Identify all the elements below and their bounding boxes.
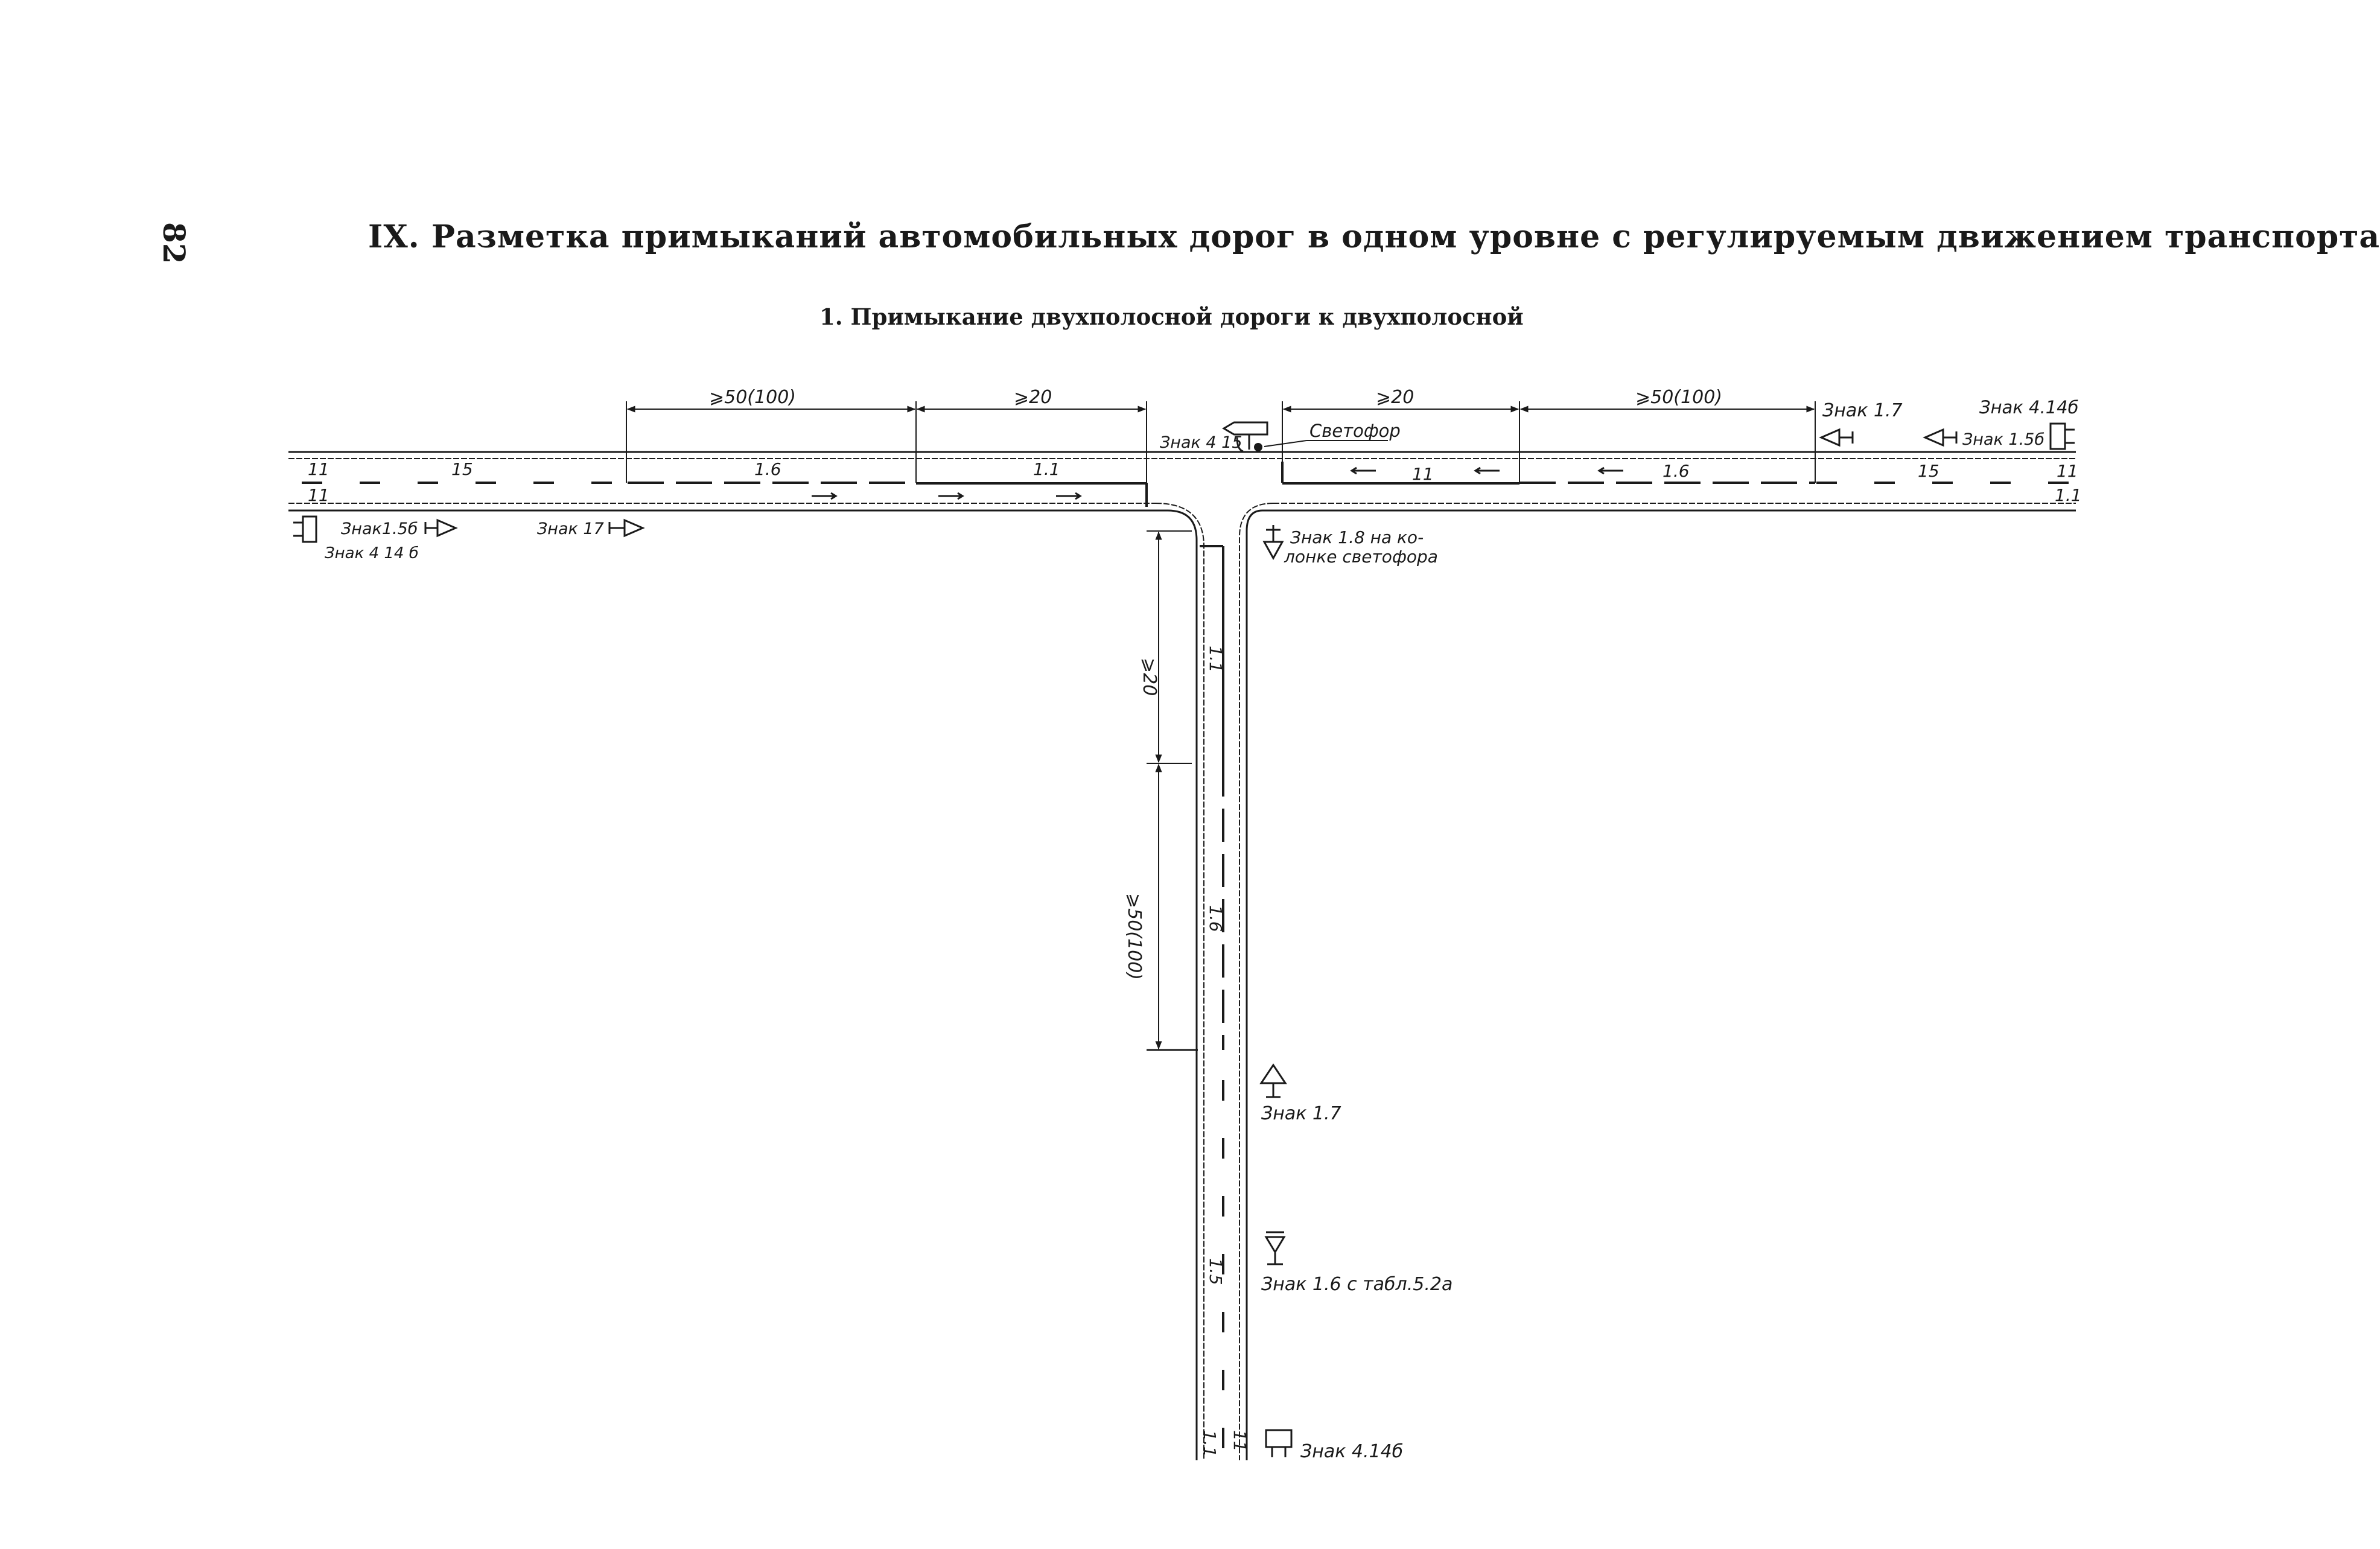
lane-arrow (1352, 468, 1376, 474)
dimension-label: ⩾20 (1376, 387, 1414, 408)
warning-sign-icon (609, 520, 643, 536)
sign-4-14b-icon (293, 517, 316, 542)
traffic-light-label: Светофор (1309, 421, 1401, 441)
sign-label: Знак 4.14б (1300, 1441, 1404, 1462)
sign-label: Знак 4 15 (1160, 433, 1242, 452)
page-number: 82 (156, 222, 192, 264)
lane-arrow (1475, 468, 1500, 474)
sign-label: Знак 4 14 б (325, 544, 419, 562)
sign-label: Знак 4.14б (1979, 397, 2079, 418)
marking-label: 1.1 (1206, 646, 1226, 673)
side-road-right-edge-inner (1239, 503, 1273, 1460)
marking-label: 11 (308, 485, 329, 505)
lane-arrow (1056, 493, 1080, 499)
marking-label: 15 (1918, 461, 1939, 481)
marking-label: 11 (1230, 1430, 1250, 1452)
traffic-light-icon (1254, 443, 1262, 451)
marking-label: 1.1 (2055, 485, 2082, 505)
dimension-label: ⩾50(100) (1635, 387, 1722, 408)
marking-label: 11 (1412, 464, 1434, 484)
sign-label: лонке светофора (1284, 547, 1438, 567)
lane-arrow (1599, 468, 1623, 474)
sign-1-7-icon (1261, 1065, 1285, 1097)
warning-sign-icon (1821, 430, 1853, 445)
sign-4-14b-icon (1266, 1430, 1291, 1457)
dimension-lines (626, 401, 1815, 1049)
sign-label: Знак 1.6 с табл.5.2а (1261, 1274, 1453, 1295)
marking-label: 1.6 (1662, 461, 1690, 481)
sign-label: Знак 17 (537, 520, 604, 538)
lane-arrow (938, 493, 962, 499)
marking-label: 1.6 (754, 459, 781, 479)
traffic-light-leader-line (1264, 441, 1306, 447)
dimension-label: ⩾50(100) (709, 387, 796, 408)
side-road-right-edge (1247, 511, 1262, 1460)
dimension-label: ⩾20 (1139, 658, 1160, 696)
dimension-label: ⩾50(100) (1124, 893, 1145, 980)
sign-label: Знак 1.5б (1962, 430, 2044, 449)
sign-4-14b-icon (2051, 424, 2075, 449)
marking-label: 1.6 (1206, 905, 1226, 932)
sign-label: Знак 1.8 на ко- (1290, 527, 1424, 547)
marking-label: 15 (451, 459, 473, 479)
marking-label: 1.1 (1033, 459, 1060, 479)
lane-arrow (812, 493, 836, 499)
warning-sign-icon (425, 520, 456, 536)
marking-label: 11 (2057, 461, 2078, 481)
marking-label: 1.1 (1200, 1430, 1220, 1457)
sign-label: Знак 1.7 (1261, 1103, 1341, 1124)
sign-1-6-icon (1266, 1232, 1284, 1264)
warning-sign-icon (1925, 430, 1956, 445)
dimension-label: ⩾20 (1014, 387, 1052, 408)
side-road-left-edge (1168, 511, 1197, 1460)
marking-label: 1.5 (1206, 1258, 1226, 1285)
sign-label: Знак 1.7 (1822, 400, 1903, 421)
sign-1-8-icon (1264, 525, 1282, 558)
sign-label: Знак1.5б (341, 520, 418, 538)
marking-label: 11 (308, 459, 329, 479)
diagram-subtitle: 1. Примыкание двухполосной дороги к двухполосной (819, 304, 1524, 330)
section-title: IX. Разметка примыканий автомобильных дорог в одном уровне с регулируемым движением транспорта (368, 218, 2380, 255)
